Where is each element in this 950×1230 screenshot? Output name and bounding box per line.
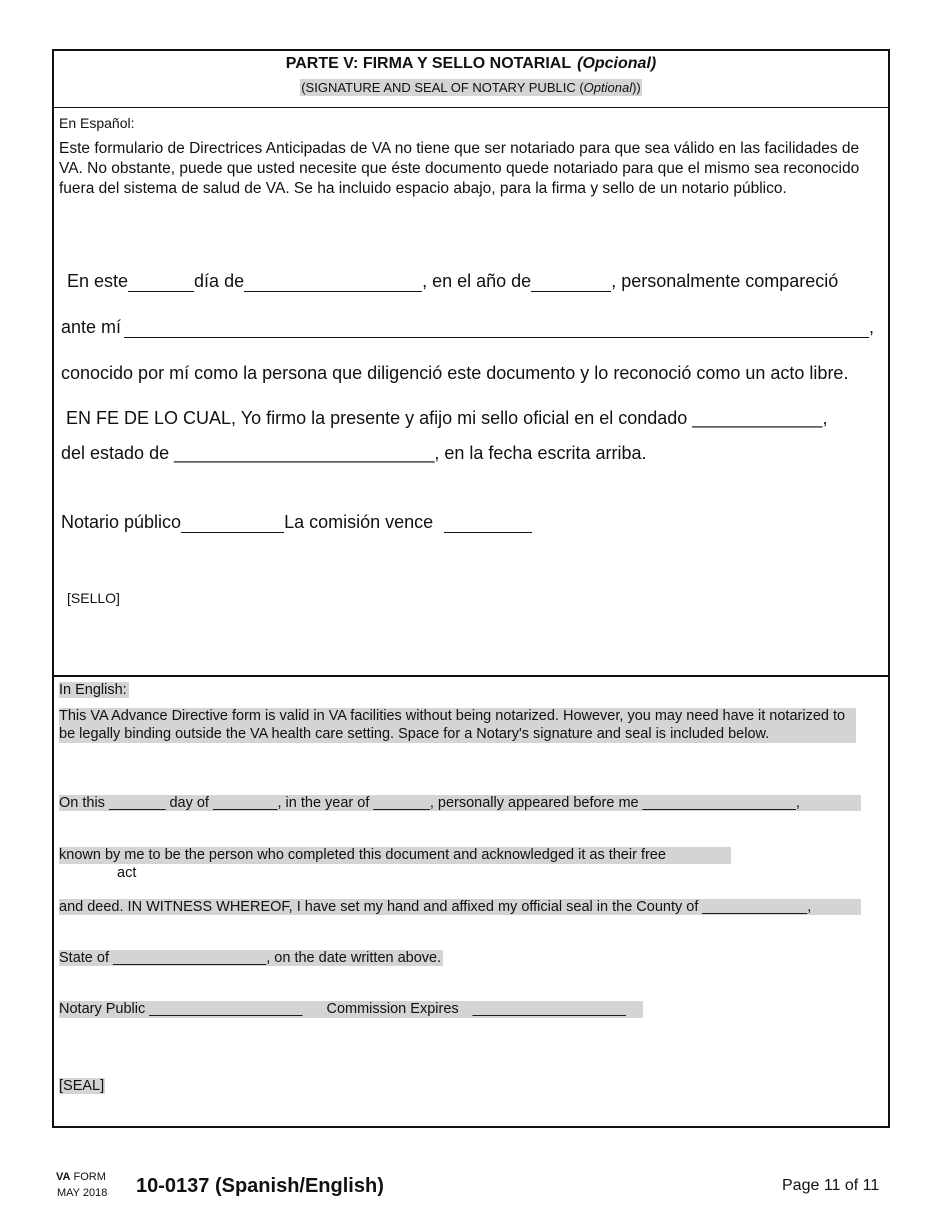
english-label: In English: xyxy=(59,682,127,698)
spanish-paragraph: Este formulario de Directrices Anticipadas de VA no tiene que ser notariado para que sea válido en las facilidades de VA. No obstante, puede que usted necesite que éste documento quede notariado para que el mismo sea reconocido fuera del sistema de salud de VA. Se ha incluido espacio abajo, para la firma y sello de un notario público. xyxy=(59,140,860,197)
appeared-name-blank[interactable] xyxy=(124,319,869,338)
spanish-line1 xyxy=(67,271,838,292)
header-divider xyxy=(54,107,888,108)
spanish-line1-b: día de xyxy=(194,271,245,291)
footer-form-number: 10-0137 (Spanish/English) xyxy=(136,1175,384,1197)
spanish-line1-a: En este xyxy=(67,271,129,291)
spanish-line3: conocido por mí como la persona que diligenció este documento y lo reconoció como un acto libre. xyxy=(61,363,849,383)
english-notary: Notary Public ___________________ xyxy=(59,1001,303,1017)
spanish-line4: EN FE DE LO CUAL, Yo firmo la presente y afijo mi sello oficial en el condado _____________, xyxy=(66,408,828,428)
year-blank[interactable] xyxy=(531,273,611,292)
footer-form: FORM xyxy=(73,1171,106,1183)
english-line2-cont: act xyxy=(117,865,137,881)
subtitle-prefix: (SIGNATURE AND SEAL OF NOTARY PUBLIC ( xyxy=(301,80,584,95)
spanish-line1-d: , personalmente compareció xyxy=(611,271,839,291)
footer-page-number: Page 11 of 11 xyxy=(782,1177,880,1194)
section-title-text: PARTE V: FIRMA Y SELLO NOTARIAL xyxy=(285,55,572,72)
subtitle-suffix: )) xyxy=(632,80,641,95)
notary-form-box xyxy=(52,49,890,1128)
spanish-notary-line xyxy=(61,512,532,533)
section-title xyxy=(54,55,888,73)
english-line2: known by me to be the person who completed this document and acknowledged it as their free xyxy=(59,847,731,864)
commission-blank[interactable] xyxy=(444,514,532,533)
section-subtitle xyxy=(54,80,888,95)
english-line5 xyxy=(59,1001,643,1018)
footer-va: VA xyxy=(56,1171,71,1183)
footer-va-form xyxy=(56,1171,106,1183)
english-seal: [SEAL] xyxy=(59,1078,105,1094)
spanish-line2-a: ante mí xyxy=(61,317,122,337)
spanish-line2-end: , xyxy=(869,317,875,337)
english-paragraph: This VA Advance Directive form is valid in VA facilities without being notarized. However, you may need have it notarized to be legally binding outside the VA health care setting. Space for a Notary's signature and seal is included below. xyxy=(59,708,856,743)
english-line1: On this _______ day of ________, in the year of _______, personally appeared before me ___________________, xyxy=(59,795,861,811)
english-commission-label: Commission Expires xyxy=(326,1001,459,1017)
notary-blank[interactable] xyxy=(181,514,284,533)
spanish-seal: [SELLO] xyxy=(67,590,120,606)
language-divider xyxy=(54,675,888,677)
english-commission-blank: ___________________ xyxy=(472,1001,626,1017)
spanish-line1-c: , en el año de xyxy=(422,271,532,291)
english-line3: and deed. IN WITNESS WHEREOF, I have set my hand and affixed my official seal in the County of _____________, xyxy=(59,899,861,915)
footer-date: MAY 2018 xyxy=(57,1187,108,1199)
spanish-label: En Español: xyxy=(59,115,135,131)
spanish-line2 xyxy=(61,317,874,338)
notary-label: Notario público xyxy=(61,512,182,532)
day-blank[interactable] xyxy=(128,273,194,292)
month-blank[interactable] xyxy=(244,273,422,292)
section-title-optional: (Opcional) xyxy=(577,55,657,72)
spanish-line5: del estado de __________________________, en la fecha escrita arriba. xyxy=(61,443,647,463)
commission-label: La comisión vence xyxy=(284,512,434,532)
english-line4: State of ___________________, on the date written above. xyxy=(59,950,442,966)
subtitle-optional: Optional xyxy=(583,80,633,95)
